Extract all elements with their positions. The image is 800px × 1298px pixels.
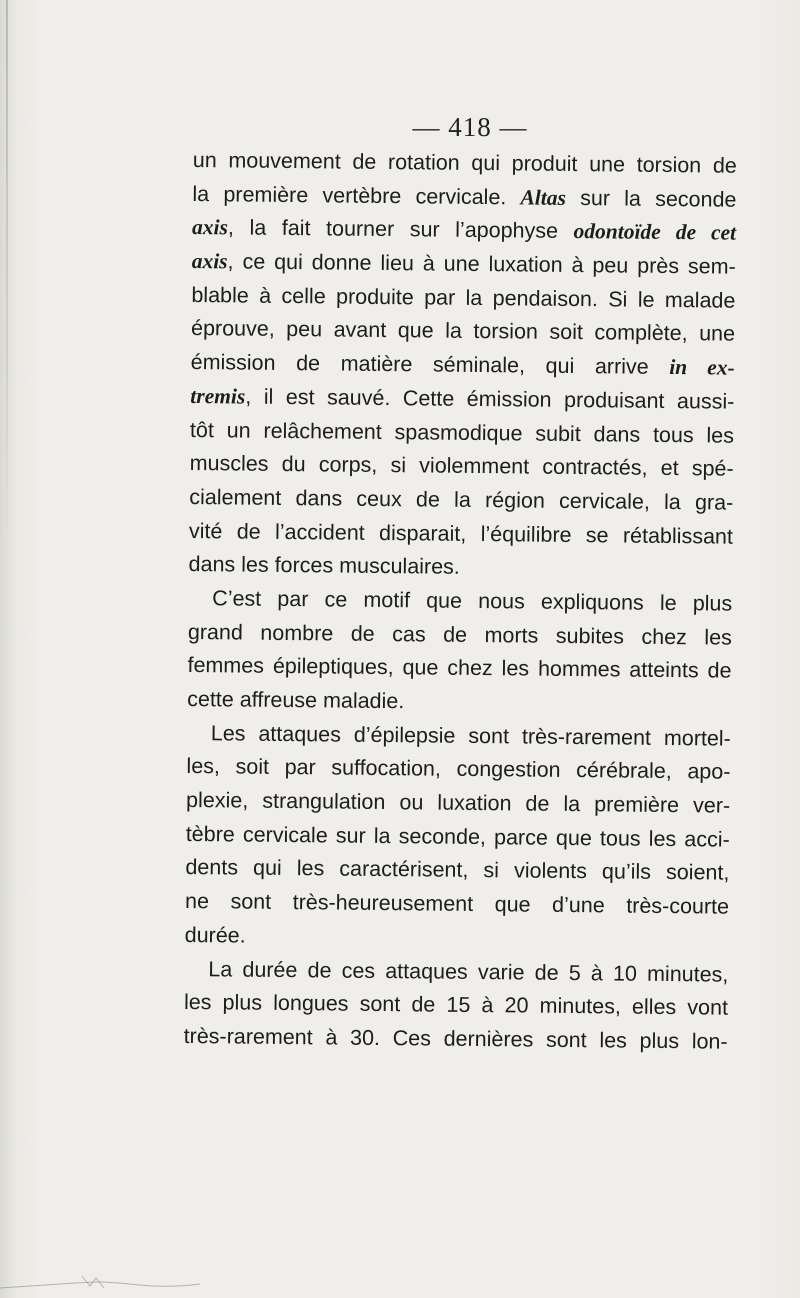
italic-text-run: odontoïde de cet (573, 219, 737, 246)
text-line (189, 481, 733, 520)
text-line (187, 683, 731, 722)
text-run: ne sont très-heureusement que d’une très-courte (184, 889, 730, 919)
text-run: les, soit par suffocation, congestion cérébrale, apo- (186, 754, 731, 785)
paragraph (188, 144, 737, 588)
text-run: cialement dans ceux de la région cervicale, la gra- (189, 484, 734, 515)
text-line (187, 649, 731, 688)
text-line (185, 885, 729, 924)
text-run: blable à celle produite par la pendaison. Si le malade (191, 282, 736, 313)
text-run: Les attaques d’épilepsie sont très-rarement mortel- (210, 720, 731, 751)
text-line (190, 380, 734, 419)
text-line (189, 447, 733, 486)
italic-text-run: axis (191, 249, 228, 274)
text-run: durée. (184, 922, 246, 948)
text-line (186, 818, 730, 857)
text-line (191, 346, 735, 385)
text-line (186, 750, 730, 789)
text-run: tôt un relâchement spasmodique subit dans tous les (189, 417, 735, 448)
text-line (186, 784, 730, 823)
text-line (184, 952, 728, 991)
text-run: La durée de ces attaques varie de 5 à 10 minutes, (208, 956, 729, 987)
text-line (189, 515, 733, 554)
text-run: vité de l’accident disparait, l’équilibre se rétablissant (188, 518, 734, 549)
text-line (193, 144, 737, 183)
text-line (185, 851, 729, 890)
italic-text-run: axis (192, 215, 229, 240)
text-run: cette affreuse maladie. (187, 686, 405, 714)
text-line (187, 717, 731, 756)
text-line (188, 616, 732, 655)
text-line (192, 245, 736, 284)
text-run: un mouvement de rotation qui produit une torsion de (192, 147, 737, 178)
text-run: très-rarement à 30. Ces dernières sont les plus lon- (183, 1023, 728, 1054)
text-line (184, 986, 728, 1025)
text-line (191, 279, 735, 318)
text-line (188, 548, 732, 587)
page-gutter-shadow (6, 0, 8, 560)
paragraph (187, 582, 732, 722)
paragraph (185, 717, 731, 958)
text-run: , la fait tourner sur l’apophyse (227, 215, 574, 244)
text-run: , ce qui donne lieu à une luxation à peu près sem- (227, 249, 736, 279)
italic-text-run: Altas (520, 185, 567, 210)
text-line (191, 312, 735, 351)
text-run: C’est par ce motif que nous expliquons le plus (212, 586, 733, 616)
text-line (190, 413, 734, 452)
italic-text-run: tremis (190, 383, 246, 409)
text-run: la première vertèbre cervicale. (192, 181, 521, 210)
text-run: sur la seconde (565, 185, 737, 212)
text-run: tèbre cervicale sur la seconde, parce que tous les acci- (185, 821, 730, 852)
text-line (188, 582, 732, 621)
text-run: dents qui les caractérisent, si violents qu’ils soient, (185, 855, 730, 886)
body-text (183, 144, 736, 1059)
text-run: émission de matière séminale, qui arrive (190, 350, 670, 380)
paragraph (183, 952, 728, 1059)
scan-pencil-mark (0, 1254, 800, 1294)
text-run: plexie, strangulation ou luxation de la première ver- (186, 788, 731, 818)
text-run: grand nombre de cas de morts subites chez les (187, 619, 732, 650)
italic-text-run: in ex- (669, 355, 735, 380)
text-run: femmes épileptiques, que chez les hommes atteints de (187, 653, 732, 683)
page-number: — 418 — (412, 112, 528, 142)
text-run: dans les forces musculaires. (188, 552, 460, 580)
text-line (192, 178, 736, 217)
text-line (185, 919, 729, 958)
text-run: éprouve, peu avant que la torsion soit complète, une (190, 316, 736, 347)
text-run: muscles du corps, si violemment contractés, et spé- (189, 451, 734, 481)
text-run: les plus longues sont de 15 à 20 minutes, elles vont (183, 990, 729, 1020)
text-run: , il est sauvé. Cette émission produisant aussi- (245, 384, 735, 414)
text-line (192, 211, 736, 250)
text-line (183, 1020, 727, 1059)
